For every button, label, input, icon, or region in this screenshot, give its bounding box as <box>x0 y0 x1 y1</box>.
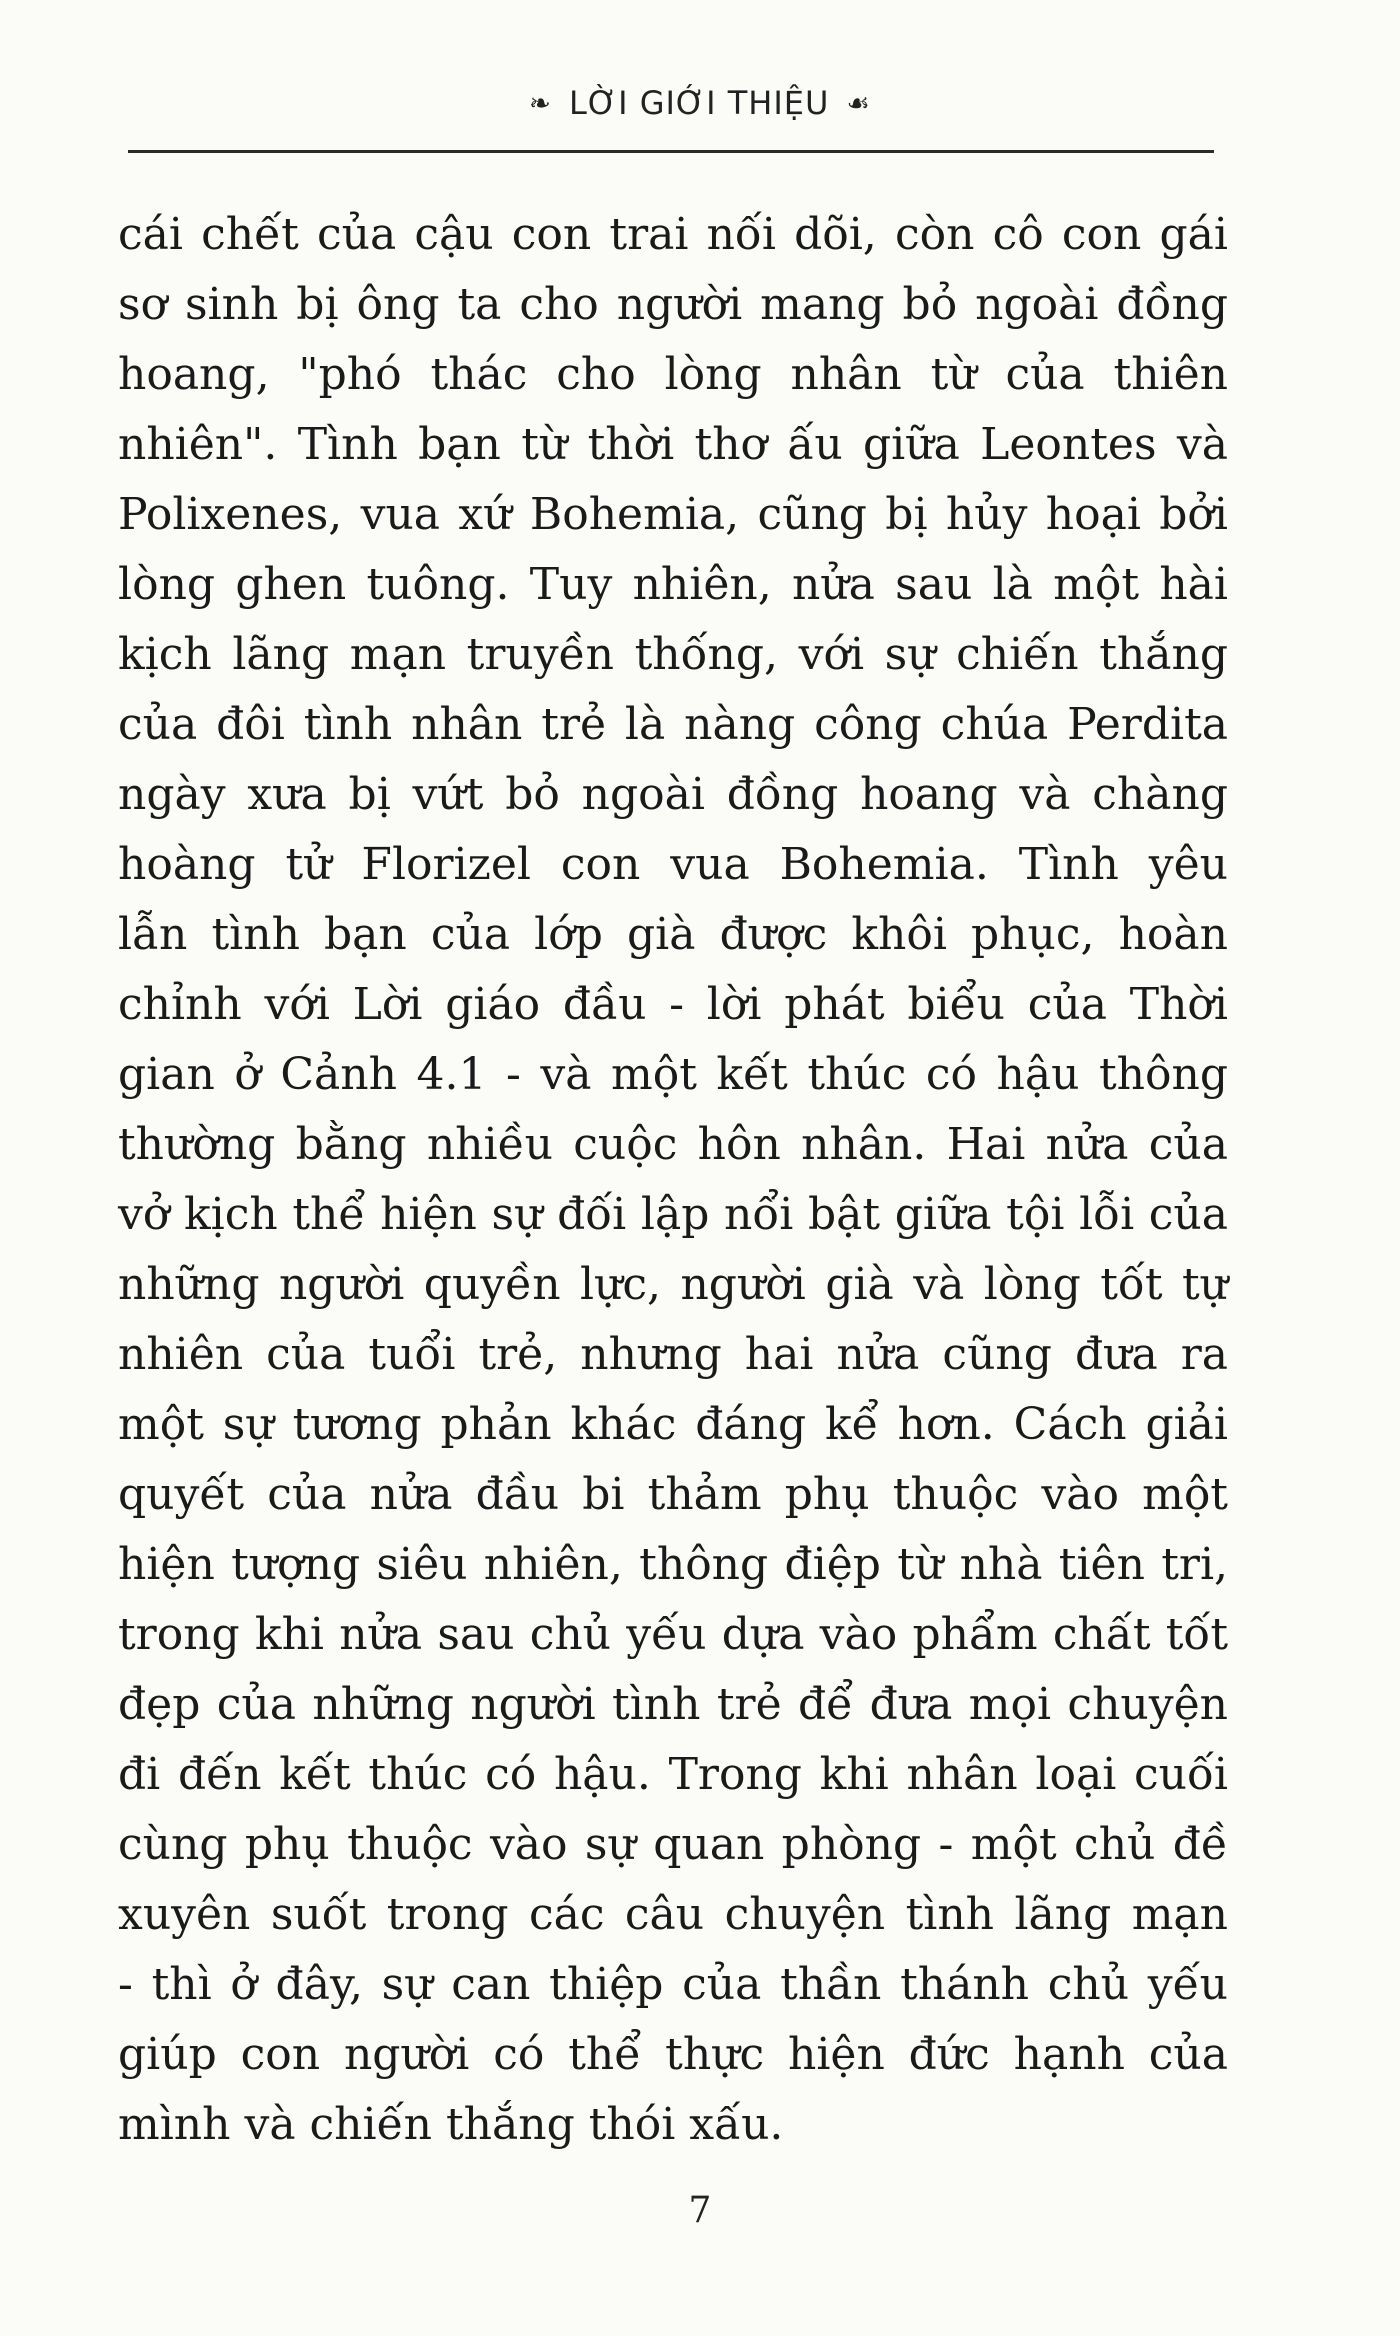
text-line: hoang, "phó thác cho lòng nhân từ của thiên <box>118 349 1228 400</box>
text-line: cùng phụ thuộc vào sự quan phòng - một chủ đề <box>118 1819 1228 1870</box>
running-header <box>0 84 1400 122</box>
text-line: ngày xưa bị vứt bỏ ngoài đồng hoang và chàng <box>118 769 1228 820</box>
text-line: của đôi tình nhân trẻ là nàng công chúa Perdita <box>118 699 1228 750</box>
text-line: vở kịch thể hiện sự đối lập nổi bật giữa tội lỗi của <box>118 1189 1228 1240</box>
text-line: cái chết của cậu con trai nối dõi, còn cô con gái <box>118 209 1228 260</box>
text-line: gian ở Cảnh 4.1 - và một kết thúc có hậu thông <box>118 1049 1228 1100</box>
text-line: kịch lãng mạn truyền thống, với sự chiến thắng <box>118 629 1228 680</box>
text-line: giúp con người có thể thực hiện đức hạnh của <box>118 2029 1228 2080</box>
text-line: lòng ghen tuông. Tuy nhiên, nửa sau là một hài <box>118 559 1228 610</box>
text-line: chỉnh với Lời giáo đầu - lời phát biểu của Thời <box>118 979 1228 1030</box>
header-rule <box>128 150 1214 153</box>
text-line: xuyên suốt trong các câu chuyện tình lãng mạn <box>118 1889 1228 1940</box>
text-line: nhiên của tuổi trẻ, nhưng hai nửa cũng đưa ra <box>118 1329 1228 1380</box>
text-line: những người quyền lực, người già và lòng tốt tự <box>118 1259 1228 1310</box>
text-line: - thì ở đây, sự can thiệp của thần thánh chủ yếu <box>118 1959 1228 2010</box>
left-ornament-icon: ❧ <box>529 89 552 119</box>
text-line: Polixenes, vua xứ Bohemia, cũng bị hủy hoại bởi <box>118 489 1228 540</box>
text-line: thường bằng nhiều cuộc hôn nhân. Hai nửa của <box>118 1119 1228 1170</box>
page-number: 7 <box>688 2190 712 2231</box>
text-line: đẹp của những người tình trẻ để đưa mọi chuyện <box>118 1679 1228 1730</box>
text-line: đi đến kết thúc có hậu. Trong khi nhân loại cuối <box>118 1749 1228 1800</box>
header-title: LỜI GIỚI THIỆU <box>569 84 830 122</box>
text-line: một sự tương phản khác đáng kể hơn. Cách giải <box>118 1399 1228 1450</box>
text-line: trong khi nửa sau chủ yếu dựa vào phẩm chất tốt <box>118 1609 1228 1660</box>
text-line: hiện tượng siêu nhiên, thông điệp từ nhà tiên tri, <box>118 1539 1228 1590</box>
text-line: lẫn tình bạn của lớp già được khôi phục, hoàn <box>118 909 1228 960</box>
right-ornament-icon: ☙ <box>846 89 871 119</box>
text-line: sơ sinh bị ông ta cho người mang bỏ ngoài đồng <box>118 279 1228 330</box>
text-line: mình và chiến thắng thói xấu. <box>118 2099 784 2150</box>
text-line: hoàng tử Florizel con vua Bohemia. Tình yêu <box>118 839 1228 890</box>
text-line: quyết của nửa đầu bi thảm phụ thuộc vào một <box>118 1469 1228 1520</box>
body-text <box>118 200 1228 2160</box>
text-line: nhiên". Tình bạn từ thời thơ ấu giữa Leontes và <box>118 419 1228 470</box>
